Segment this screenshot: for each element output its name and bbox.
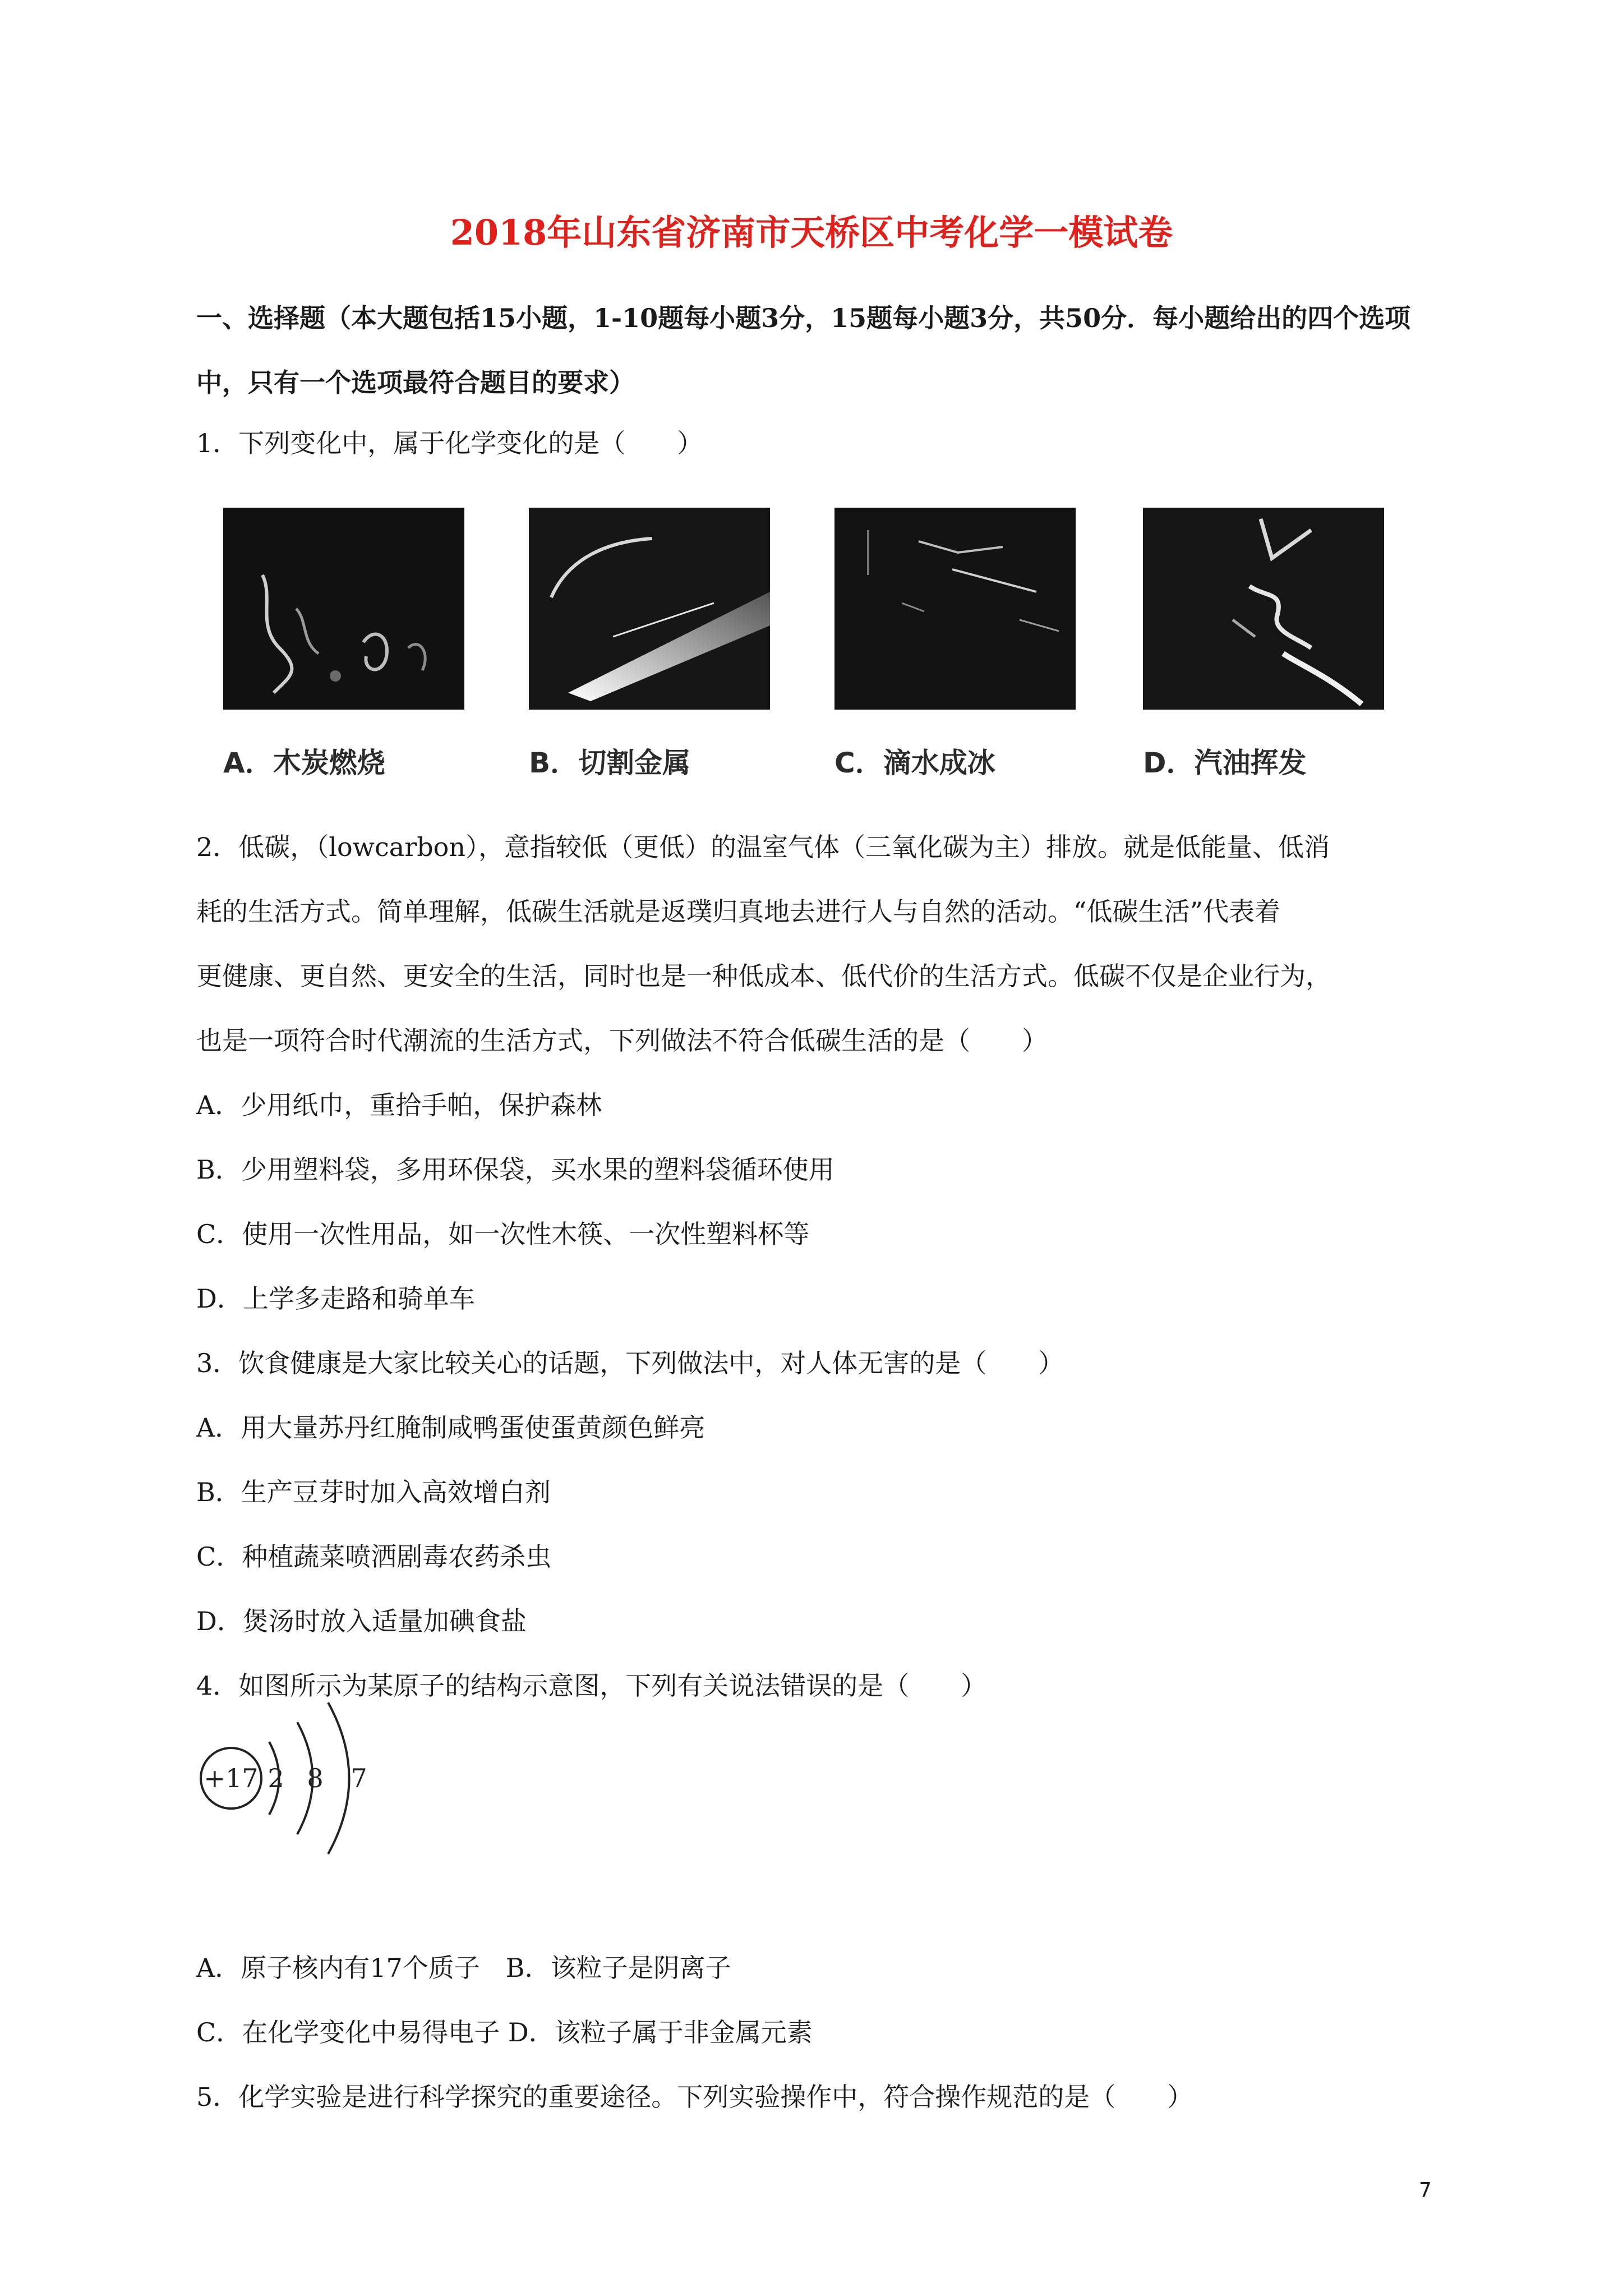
section-heading: 一、选择题（本大题包括15小题，1-10题每小题3分，15题每小题3分，共50分．每小题给出的四个选项中，只有一个选项最符合题目的要求） bbox=[196, 303, 1411, 398]
gasoline-evaporation-photo bbox=[1143, 508, 1384, 710]
question-2-stem-line-2: 耗的生活方式。简单理解，低碳生活就是返璞归真地去进行人与自然的活动。“低碳生活”代表着 bbox=[196, 896, 1281, 927]
shell-3-electrons: 7 bbox=[351, 1763, 367, 1793]
option-d-caption: D．汽油挥发 bbox=[1143, 747, 1307, 779]
question-1-stem: 1．下列变化中，属于化学变化的是（ ） bbox=[196, 428, 703, 458]
option-a-caption: A．木炭燃烧 bbox=[223, 747, 385, 779]
question-1-photo-row bbox=[223, 508, 1395, 712]
metal-cutting-photo bbox=[529, 508, 770, 710]
question-3-option-a: A．用大量苏丹红腌制咸鸭蛋使蛋黄颜色鲜亮 bbox=[196, 1412, 706, 1443]
question-4-options-row-1: A．原子核内有17个质子 B．该粒子是阴离子 bbox=[196, 1953, 731, 1983]
question-2-option-a: A．少用纸巾，重拾手帕，保护森林 bbox=[196, 1090, 602, 1120]
question-2-option-d: D．上学多走路和骑单车 bbox=[196, 1283, 475, 1314]
question-3-option-d: D．煲汤时放入适量加碘食盐 bbox=[196, 1606, 527, 1636]
question-3-option-b: B．生产豆芽时加入高效增白剂 bbox=[196, 1477, 551, 1507]
question-3-option-c: C．种植蔬菜喷洒剧毒农药杀虫 bbox=[196, 1542, 552, 1572]
question-5-stem: 5．化学实验是进行科学探究的重要途径。下列实验操作中，符合操作规范的是（ ） bbox=[196, 2082, 1193, 2112]
question-2-stem-line-4: 也是一项符合时代潮流的生活方式，下列做法不符合低碳生活的是（ ） bbox=[196, 1025, 1048, 1056]
option-b-caption: B．切割金属 bbox=[529, 747, 691, 779]
question-2-stem-line-1: 2．低碳，（lowcarbon），意指较低（更低）的温室气体（三氧化碳为主）排放。就是低能量、低消 bbox=[196, 832, 1330, 862]
question-3-stem: 3．饮食健康是大家比较关心的话题，下列做法中，对人体无害的是（ ） bbox=[196, 1348, 1064, 1378]
question-2-stem-line-3: 更健康、更自然、更安全的生活，同时也是一种低成本、低代价的生活方式。低碳不仅是企业行为， bbox=[196, 961, 1331, 991]
atomic-structure-diagram bbox=[191, 1694, 393, 1862]
question-4-stem: 4．如图所示为某原子的结构示意图，下列有关说法错误的是（ ） bbox=[196, 1671, 987, 1701]
option-c-caption: C．滴水成冰 bbox=[834, 747, 995, 779]
icicles-photo bbox=[834, 508, 1076, 710]
electron-shell-3 bbox=[328, 1703, 349, 1854]
shell-2-electrons: 8 bbox=[307, 1763, 324, 1793]
nucleus-charge: +17 bbox=[204, 1763, 259, 1793]
page-number: 7 bbox=[1419, 2179, 1432, 2202]
page-title: 2018年山东省济南市天桥区中考化学一模试卷 bbox=[450, 212, 1173, 253]
question-4-options-row-2: C．在化学变化中易得电子 D．该粒子属于非金属元素 bbox=[196, 2017, 813, 2047]
burning-charcoal-photo bbox=[223, 508, 464, 710]
question-2-option-c: C．使用一次性用品，如一次性木筷、一次性塑料杯等 bbox=[196, 1219, 810, 1249]
shell-1-electrons: 2 bbox=[268, 1763, 284, 1793]
question-2-option-b: B．少用塑料袋，多用环保袋，买水果的塑料袋循环使用 bbox=[196, 1154, 834, 1185]
